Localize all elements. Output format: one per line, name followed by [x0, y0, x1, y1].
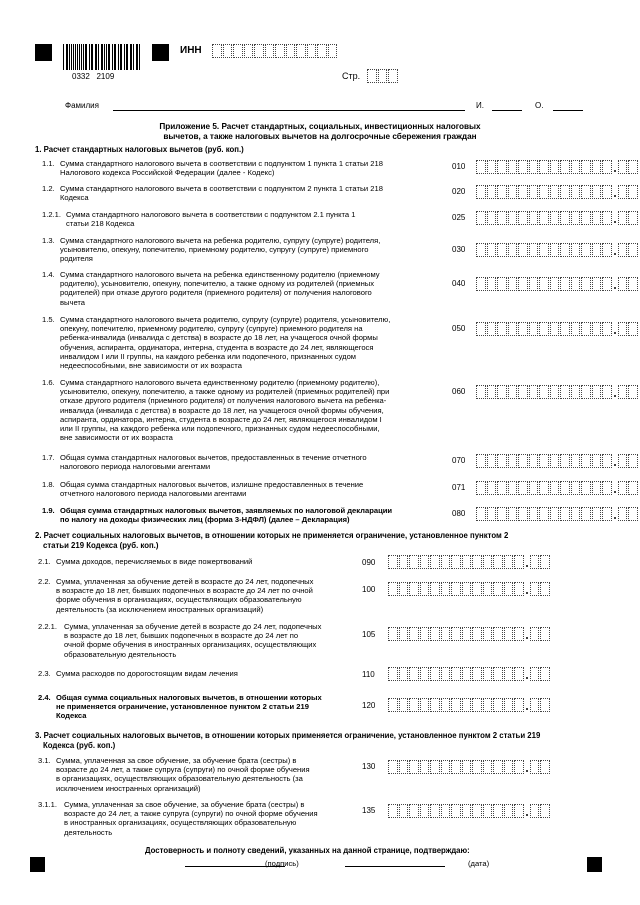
surname-field[interactable]: [113, 110, 465, 111]
row-text: опекуну, попечителю, приемному родителю, супругу (супруге) приемного родителя на: [60, 324, 363, 334]
row-number: 1.6.: [42, 378, 55, 387]
row-number: 3.1.: [38, 756, 51, 765]
section3-heading: Кодекса (руб. коп.): [43, 741, 116, 750]
row-text: в возрасте до 18 лет, бывших подопечных в возрасте до 24 лет по очной: [56, 586, 313, 596]
row-text: усыновителю, опекуну, попечителю, а также одному из родителей (приемных родителей) при: [60, 387, 390, 397]
row-number: 1.1.: [42, 159, 55, 168]
row-text: Сумма стандартного налогового вычета на ребенка родителю, супругу (супруге) родителя,: [60, 236, 381, 245]
inn-field[interactable]: [212, 44, 338, 58]
row-code: 025: [452, 213, 466, 222]
row-text: деятельность (за исключением иностранных организаций): [56, 604, 264, 614]
amount-field-050[interactable]: [476, 322, 639, 336]
row-text: не применяется ограничение, установленное пунктом 2 статьи 219: [56, 702, 309, 712]
row-text: по налогу на доходы физических лиц (форма 3-НДФЛ) (далее – Декларация): [60, 515, 350, 525]
row-text: исключением иностранных организаций): [56, 783, 201, 793]
section3-heading: 3. Расчет социальных налоговых вычетов, в отношении которых применяется ограничение, установленное пунктом 2 статьи 219: [35, 731, 541, 740]
row-text: Сумма стандартного налогового вычета родителю, супругу (супруге) родителя, усыновителю,: [60, 315, 391, 324]
row-text: возрасте до 24 лет, а также супруга (супруги) по очной форме обучения: [64, 809, 318, 819]
row-number: 1.8.: [42, 480, 55, 489]
row-text: вне зависимости от их возраста: [60, 433, 173, 443]
amount-field-110[interactable]: [388, 667, 551, 681]
row-text: Сумма, уплаченная за обучение детей в возрасте до 24 лет, подопечных: [56, 577, 314, 586]
row-text: аспиранта, ординатора, интерна, студента в возрасте до 24 лет, являющегося инвалидом I: [60, 414, 382, 424]
row-code: 050: [452, 324, 466, 333]
row-text: отчетного налогового периода налоговыми агентами: [60, 489, 247, 499]
row-text: Сумма расходов по дорогостоящим видам лечения: [56, 669, 238, 678]
amount-field-090[interactable]: [388, 555, 551, 569]
row-text: отказе другого родителя (приемного родителя) от получения налогового вычета на ребенка-: [60, 396, 387, 406]
amount-field-040[interactable]: [476, 277, 639, 291]
inn-label: ИНН: [180, 45, 202, 56]
barcode: [63, 44, 141, 70]
row-code: 010: [452, 162, 466, 171]
row-code: 030: [452, 245, 466, 254]
row-code: 090: [362, 558, 376, 567]
row-text: усыновителю, опекуну, попечителю, приемному родителю, супругу (супруге) приемного: [60, 245, 369, 255]
corner-marker-top-right: [152, 44, 169, 61]
appendix-title-line1: Приложение 5. Расчет стандартных, социальных, инвестиционных налоговых: [159, 122, 481, 131]
corner-marker-top-left: [35, 44, 52, 61]
row-text: Кодекса: [60, 193, 89, 203]
row-text: возрасте до 24 лет, а также супруга (супруги) по очной форме обучения: [56, 765, 310, 775]
row-text: образовательную деятельность: [64, 649, 177, 659]
row-text: Налогового кодекса Российской Федерации (далее - Кодекс): [60, 168, 275, 178]
row-text: обучения, аспиранта, ординатора, интерна, студента в возрасте до 24 лет, являющегося: [60, 342, 374, 352]
initial-o-field[interactable]: [553, 110, 583, 111]
row-number: 1.4.: [42, 270, 55, 279]
row-number: 3.1.1.: [38, 800, 57, 809]
row-text: в возрасте до 18 лет, бывших подопечных в возрасте до 24 лет по: [64, 631, 299, 641]
row-number: 2.2.1.: [38, 622, 57, 631]
row-text: инвалидом I или II группы, на каждого ребенка или подопечного, признанных судом: [60, 351, 357, 361]
row-text: Сумма доходов, перечисляемых в виде пожертвований: [56, 557, 253, 566]
amount-field-025[interactable]: [476, 211, 639, 225]
appendix-title-line2: вычетов, а также налоговых вычетов на долгосрочные сбережения граждан: [163, 132, 477, 141]
row-number: 1.9.: [42, 506, 55, 515]
row-number: 2.3.: [38, 669, 51, 678]
section2-heading: статьи 219 Кодекса (руб. коп.): [43, 541, 159, 550]
row-text: родителей) при отказе другого родителя (приемного родителя) от получения налогового: [60, 288, 372, 298]
amount-field-130[interactable]: [388, 760, 551, 774]
row-text: Общая сумма стандартных налоговых вычетов, предоставленных в течение отчетного: [60, 453, 367, 462]
row-code: 105: [362, 630, 376, 639]
row-text: Сумма, уплаченная за свое обучение, за обучение брата (сестры) в: [64, 800, 305, 809]
row-text: Сумма, уплаченная за свое обучение, за обучение брата (сестры) в: [56, 756, 297, 765]
row-code: 110: [362, 670, 375, 679]
row-text: Кодекса: [56, 711, 87, 721]
row-number: 2.1.: [38, 557, 51, 566]
corner-marker-bottom-left: [30, 857, 45, 872]
amount-field-070[interactable]: [476, 454, 639, 468]
amount-field-120[interactable]: [388, 698, 551, 712]
row-code: 040: [452, 279, 466, 288]
amount-field-060[interactable]: [476, 385, 639, 399]
row-text: Общая сумма стандартных налоговых вычетов, излишне предоставленных в течение: [60, 480, 364, 489]
row-text: деятельность: [64, 827, 113, 837]
row-code: 060: [452, 387, 466, 396]
date-field[interactable]: [345, 866, 445, 867]
row-text: родителю), усыновителю, опекуну, попечителю, а также одному из родителей (приемных: [60, 279, 375, 289]
barcode-digits: 0332 2109: [72, 72, 115, 81]
row-text: форме обучения в организациях, осуществляющих образовательную: [56, 595, 302, 605]
signature-label: (подпись): [265, 859, 299, 868]
row-code: 130: [362, 762, 376, 771]
row-number: 2.4.: [38, 693, 51, 702]
row-code: 070: [452, 456, 466, 465]
row-text: статьи 218 Кодекса: [66, 219, 135, 229]
section2-heading: 2. Расчет социальных налоговых вычетов, в отношении которых не применяется ограничение, установленное пунктом 2: [35, 531, 509, 540]
row-text: очной форме обучения в иностранных организациях, осуществляющих: [64, 640, 317, 650]
amount-field-080[interactable]: [476, 507, 639, 521]
row-text: родителя: [60, 254, 93, 264]
row-text: Общая сумма социальных налоговых вычетов, в отношении которых: [56, 693, 322, 702]
section1-heading: 1. Расчет стандартных налоговых вычетов (руб. коп.): [35, 145, 244, 154]
amount-field-020[interactable]: [476, 185, 639, 199]
surname-label: Фамилия: [65, 101, 99, 110]
row-text: инвалида (инвалида с детства) в возрасте до 18 лет, на учащегося очной формы обучения,: [60, 405, 384, 415]
amount-field-071[interactable]: [476, 481, 639, 495]
amount-field-010[interactable]: [476, 160, 639, 174]
row-number: 1.2.: [42, 184, 55, 193]
row-code: 120: [362, 701, 376, 710]
row-text: в организациях, осуществляющих образовательную деятельность (за: [56, 774, 303, 784]
row-number: 2.2.: [38, 577, 51, 586]
page-number-field[interactable]: [367, 69, 399, 83]
page-label: Стр.: [342, 71, 361, 81]
row-text: Сумма стандартного налогового вычета в соответствии с подпунктом 2 пункта 1 статьи 218: [60, 184, 383, 193]
row-text: Общая сумма стандартных налоговых вычетов, заявляемых по налоговой декларации: [60, 506, 393, 515]
row-text: в иностранных организациях, осуществляющих образовательную: [64, 818, 297, 828]
date-label: (дата): [468, 859, 490, 868]
row-code: 135: [362, 806, 376, 815]
row-text: недееспособными, вне зависимости от их возраста: [60, 361, 242, 370]
amount-field-030[interactable]: [476, 243, 639, 257]
row-text: Сумма стандартного налогового вычета единственному родителю (приемному родителю),: [60, 378, 380, 387]
row-number: 1.3.: [42, 236, 55, 245]
initial-i-label: И.: [476, 101, 484, 110]
amount-field-105[interactable]: [388, 627, 551, 641]
row-number: 1.7.: [42, 453, 55, 462]
row-text: Сумма стандартного налогового вычета на ребенка единственному родителю (приемному: [60, 270, 380, 279]
row-text: Сумма, уплаченная за обучение детей в возрасте до 24 лет, подопечных: [64, 622, 322, 631]
row-code: 020: [452, 187, 466, 196]
row-number: 1.5.: [42, 315, 55, 324]
amount-field-100[interactable]: [388, 582, 551, 596]
row-code: 100: [362, 585, 376, 594]
amount-field-135[interactable]: [388, 804, 551, 818]
row-code: 071: [452, 483, 466, 492]
row-text: ребенка-инвалида (инвалида с детства) в возрасте до 18 лет, на учащегося очной формы: [60, 333, 378, 343]
row-text: Сумма стандартного налогового вычета в соответствии с подпунктом 1 пункта 1 статьи 218: [60, 159, 383, 168]
row-text: или II группы, на каждого ребенка или подопечного, признанных судом недееспособными,: [60, 424, 380, 433]
row-text: налогового периода налоговыми агентами: [60, 462, 211, 472]
row-number: 1.2.1.: [42, 210, 61, 219]
row-code: 080: [452, 509, 466, 518]
footer-statement: Достоверность и полноту сведений, указанных на данной странице, подтверждаю:: [145, 846, 470, 855]
corner-marker-bottom-right: [587, 857, 602, 872]
initial-o-label: О.: [535, 101, 544, 110]
initial-i-field[interactable]: [492, 110, 522, 111]
row-text: Сумма стандартного налогового вычета в соответствии с подпунктом 2.1 пункта 1: [66, 210, 356, 219]
row-text: вычета: [60, 297, 86, 307]
